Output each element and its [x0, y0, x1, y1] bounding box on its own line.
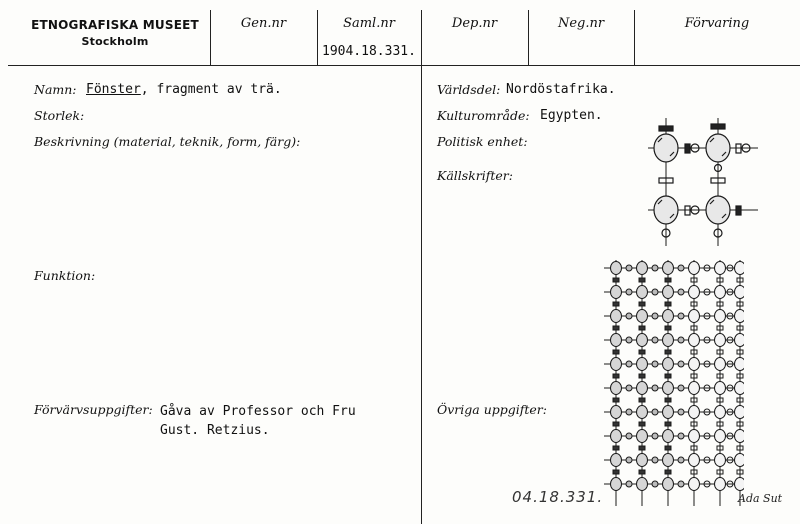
saml-nr-label: Saml.nr — [343, 16, 395, 31]
kulturomrade-label: Kulturområde: — [437, 108, 530, 123]
politisk-enhet-label: Politisk enhet: — [437, 134, 528, 149]
neg-nr-label: Neg.nr — [557, 16, 605, 31]
museum-city: Stockholm — [81, 35, 149, 48]
lattice-detail-illustration — [648, 118, 758, 246]
namn-main: Fönster — [86, 82, 141, 97]
beskrivning-label: Beskrivning (material, teknik, form, färg): — [34, 134, 301, 149]
forvaring-label: Förvaring — [684, 16, 750, 31]
namn-label: Namn: — [34, 82, 77, 97]
varldsdel-label: Världsdel: — [437, 82, 501, 97]
header-bottom-rule — [8, 65, 800, 66]
varldsdel-value: Nordöstafrika. — [506, 82, 616, 97]
gen-nr-label: Gen.nr — [240, 16, 287, 31]
column-divider — [421, 66, 422, 524]
storlek-label: Storlek: — [34, 108, 85, 123]
card-header — [0, 0, 800, 66]
saml-nr-value: 1904.18.331. — [322, 44, 416, 59]
forvarv-line-2: Gust. Retzius. — [160, 423, 270, 438]
kulturomrade-value: Egypten. — [540, 108, 603, 123]
museum-heading — [20, 18, 210, 48]
lattice-window-illustration — [602, 258, 744, 508]
handwritten-inventory-number: 04.18.331. — [512, 488, 604, 506]
museum-name: ETNOGRAFISKA MUSEET — [31, 18, 199, 32]
funktion-label: Funktion: — [34, 268, 96, 283]
kallskrifter-label: Källskrifter: — [437, 168, 513, 183]
namn-value — [86, 82, 282, 97]
signature: Ada Sut — [738, 492, 783, 505]
forvarv-label: Förvärvsuppgifter: — [34, 402, 153, 417]
forvarv-line-1: Gåva av Professor och Fru — [160, 404, 356, 419]
ovriga-uppgifter-label: Övriga uppgifter: — [437, 402, 547, 417]
namn-rest: , fragment av trä. — [140, 82, 282, 97]
dep-nr-label: Dep.nr — [451, 16, 498, 31]
